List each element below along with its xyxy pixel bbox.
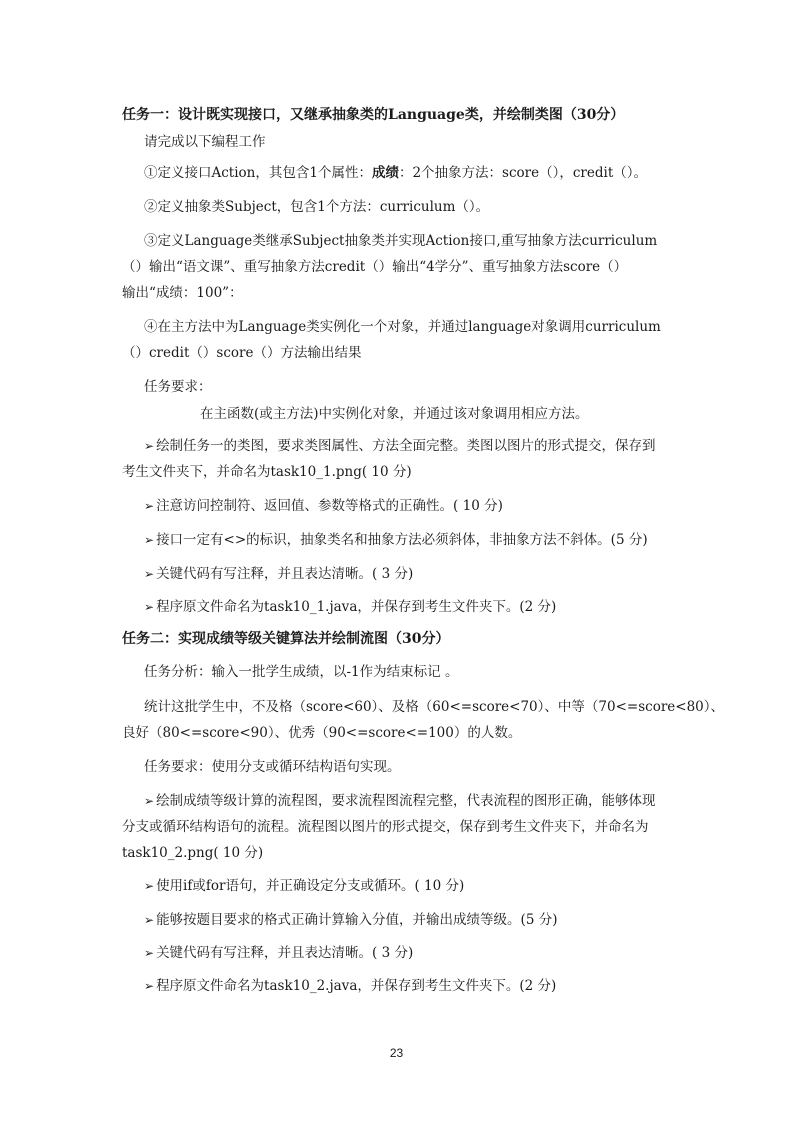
task2-bullet2 xyxy=(144,877,464,895)
bullet-text: 注意访问控制符、返回值、参数等格式的正确性。( 10 分) xyxy=(156,498,503,514)
task1-bullet2 xyxy=(144,497,503,515)
bullet-text: 能够按题目要求的格式正确计算输入分值，并输出成绩等级。(5 分) xyxy=(156,912,558,928)
task1-heading: 任务一：设计既实现接口，又继承抽象类的Language类，并绘制类图（30分） xyxy=(122,107,625,123)
bullet-text: 绘制任务一的类图，要求类图属性、方法全面完整。类图以图片的形式提交，保存到 xyxy=(156,438,656,454)
bullet-arrow-icon: ➢ xyxy=(144,567,155,581)
bullet-arrow-icon: ➢ xyxy=(144,913,155,927)
item1-text-bold: 成绩 xyxy=(371,165,399,181)
bullet-text: 接口一定有<>的标识，抽象类名和抽象方法必须斜体，非抽象方法不斜体。(5 分) xyxy=(156,532,648,548)
task2-heading: 任务二：实现成绩等级关键算法并绘制流图（30分） xyxy=(122,631,450,647)
task2-bullet1-line1 xyxy=(144,792,656,810)
item1-text-post: ：2个抽象方法：score（），credit（）。 xyxy=(398,165,648,181)
bullet-text: 绘制成绩等级计算的流程图，要求流程图流程完整，代表流程的图形正确，能够体现 xyxy=(156,793,656,809)
bullet-arrow-icon: ➢ xyxy=(144,879,155,893)
task1-intro: 请完成以下编程工作 xyxy=(144,134,266,150)
task2-requirements: 任务要求：使用分支或循环结构语句实现。 xyxy=(144,759,401,775)
task1-item4-line1: ④在主方法中为Language类实例化一个对象，并通过language对象调用curriculum xyxy=(144,319,661,335)
task2-bullet4 xyxy=(144,944,413,962)
task1-item2: ②定义抽象类Subject，包含1个方法：curriculum（）。 xyxy=(144,199,490,215)
task1-item3-line2: （）输出“语文课”、重写抽象方法credit（）输出“4学分”、重写抽象方法score（） xyxy=(122,259,628,275)
task2-bullet1-line2: 分支或循环结构语句的流程。流程图以图片的形式提交，保存到考生文件夹下，并命名为 xyxy=(122,819,649,835)
page-number: 23 xyxy=(389,1046,404,1060)
task2-bullet1-line3: task10_2.png( 10 分) xyxy=(122,845,264,861)
task1-bullet3 xyxy=(144,531,648,549)
task2-analysis: 任务分析：输入一批学生成绩，以-1作为结束标记 。 xyxy=(144,664,459,680)
bullet-arrow-icon: ➢ xyxy=(144,439,155,453)
bullet-arrow-icon: ➢ xyxy=(144,533,155,547)
task1-bullet4 xyxy=(144,565,413,583)
bullet-text: 关键代码有写注释，并且表达清晰。( 3 分) xyxy=(156,566,414,582)
task2-bullet5 xyxy=(144,977,556,995)
bullet-text: 关键代码有写注释，并且表达清晰。( 3 分) xyxy=(156,945,414,961)
task2-bullet3 xyxy=(144,911,557,929)
bullet-arrow-icon: ➢ xyxy=(144,499,155,513)
bullet-arrow-icon: ➢ xyxy=(144,794,155,808)
task1-bullet1-line1 xyxy=(144,437,656,455)
task1-item3-line1: ③定义Language类继承Subject抽象类并实现Action接口,重写抽象方法curriculum xyxy=(144,233,658,249)
bullet-text: 使用if或for语句，并正确设定分支或循环。( 10 分) xyxy=(156,878,465,894)
task1-item4-line2: （）credit（）score（）方法输出结果 xyxy=(122,345,362,361)
task1-item1 xyxy=(144,164,647,182)
task2-stats-line1: 统计这批学生中，不及格（score<60）、及格（60<=score<70）、中等（70<=score<80）、 xyxy=(144,699,724,715)
task1-requirements-label: 任务要求： xyxy=(144,379,212,395)
task2-stats-line2: 良好（80<=score<90）、优秀（90<=score<=100）的人数。 xyxy=(122,725,522,741)
task1-bullet1-line2: 考生文件夹下，并命名为task10_1.png( 10 分) xyxy=(122,464,412,480)
task1-bullet5 xyxy=(144,598,556,616)
bullet-arrow-icon: ➢ xyxy=(144,600,155,614)
task1-requirements-text: 在主函数(或主方法)中实例化对象，并通过该对象调用相应方法。 xyxy=(200,406,589,422)
bullet-arrow-icon: ➢ xyxy=(144,979,155,993)
task1-item3-line3: 输出“成绩：100”： xyxy=(122,285,243,301)
bullet-text: 程序原文件命名为task10_2.java，并保存到考生文件夹下。(2 分) xyxy=(156,978,557,994)
bullet-text: 程序原文件命名为task10_1.java，并保存到考生文件夹下。(2 分) xyxy=(156,599,557,615)
bullet-arrow-icon: ➢ xyxy=(144,946,155,960)
item1-text-pre: ①定义接口Action，其包含1个属性： xyxy=(144,165,372,181)
